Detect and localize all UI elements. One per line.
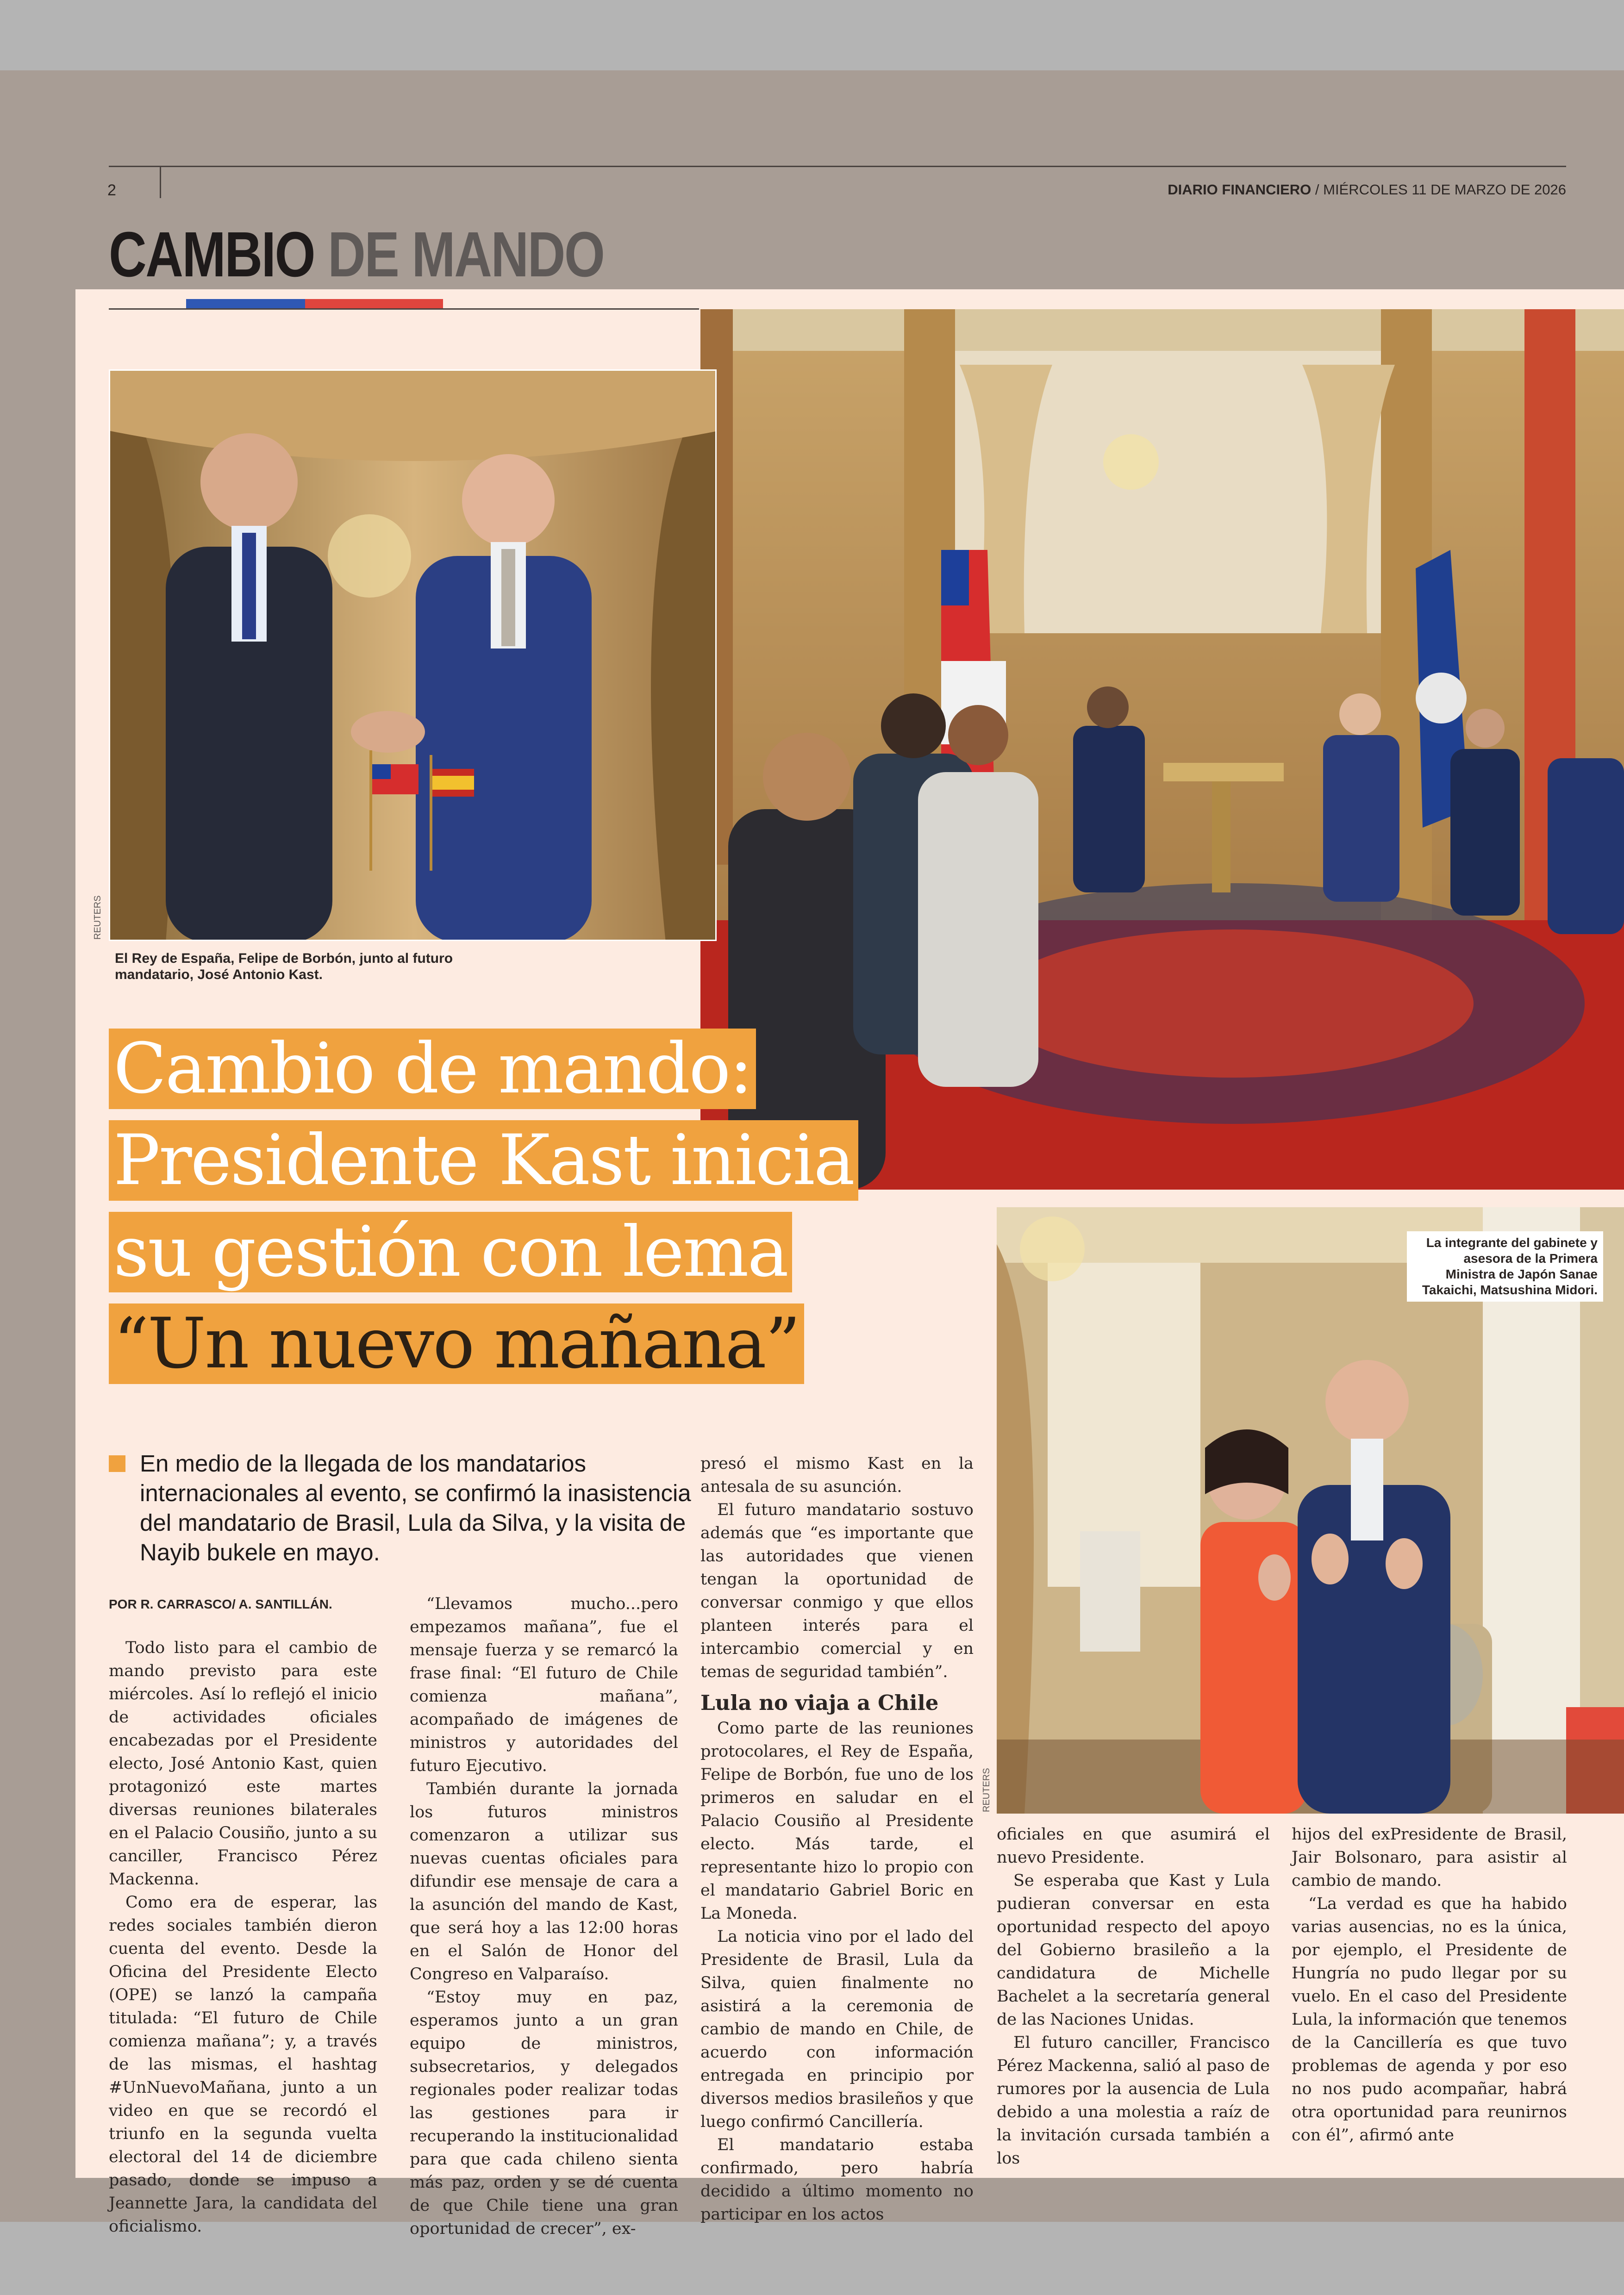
photo3-caption: La integrante del gabinete y asesora de la Primera Ministra de Japón Sanae Takaichi, Matsushina Midori. <box>1407 1231 1603 1302</box>
byline: POR R. CARRASCO/ A. SANTILLÁN. <box>109 1597 332 1611</box>
section-word-1: CAMBIO <box>109 219 315 290</box>
section-rule <box>109 308 699 310</box>
article-column-3 <box>700 1452 974 2226</box>
headline-line-4: “Un nuevo mañana” <box>109 1303 804 1384</box>
lede-bullet-square <box>109 1455 125 1472</box>
section-flag-blue <box>186 299 305 308</box>
page-number: 2 <box>107 181 116 199</box>
headline <box>109 1023 988 1390</box>
paragraph: “Estoy muy en paz, esperamos junto a un gran equipo de ministros, subsecretarios, y delegados regionales poder realizar todas las gestiones para ir recuperando la institucionalidad para que cada chileno sienta más paz, orden y se dé cuenta de que Chile tiene una gran oportunidad de crecer”, ex- <box>410 1988 678 2238</box>
article-column-4 <box>997 1823 1270 2170</box>
paragraph: También durante la jornada los futuros ministros comenzaron a utilizar sus nuevas cuentas oficiales para difundir ese mensaje de cara a la asunción del mando de Kast, que será hoy a las 12:00 horas en el Salón de Honor del Congreso en Valparaíso. <box>410 1780 678 1983</box>
paragraph: La noticia vino por el lado del Presidente de Brasil, Lula da Silva, quien finalmente no asistirá a la ceremonia de cambio de mando en Chile, de acuerdo con información entregada en principio por diversos medios brasileños y que luego confirmó Cancillería. <box>700 1927 974 2131</box>
article-column-1 <box>109 1636 377 2238</box>
header-rule <box>109 166 1566 167</box>
running-header <box>1168 181 1566 198</box>
paragraph: “Llevamos mucho...pero empezamos mañana”, fue el mensaje fuerza y se remarcó la frase final: “El futuro de Chile comienza mañana”, acompañado de imágenes de ministros y autoridades del futuro Ejecutivo. <box>410 1595 678 1775</box>
photo1-caption: El Rey de España, Felipe de Borbón, junto al futuro mandatario, José Antonio Kast. <box>115 951 453 982</box>
section-title <box>109 219 604 290</box>
paragraph: El mandatario estaba confirmado, pero habría decidido a último momento no participar en los actos <box>700 2136 974 2224</box>
section-word-2: DE MANDO <box>328 219 604 290</box>
publication-name: DIARIO FINANCIERO <box>1168 181 1312 198</box>
photo1-credit: REUTERS <box>93 895 103 940</box>
paragraph: Se esperaba que Kast y Lula pudieran conversar en esta oportunidad respecto del apoyo del Gobierno brasileño a la candidatura de Michelle Bachelet a la secretaría general de las Naciones Unidas. <box>997 1871 1270 2029</box>
article-column-2 <box>410 1592 678 2240</box>
photo3-credit: REUTERS <box>981 1768 992 1812</box>
headline-line-3: su gestión con lema <box>109 1212 792 1292</box>
paragraph: presó el mismo Kast en la antesala de su asunción. <box>700 1454 974 1496</box>
paragraph: El futuro canciller, Francisco Pérez Mackenna, salió al paso de rumores por la ausencia de Lula debido a una molestia a raíz de la invitación cursada también a los <box>997 2033 1270 2168</box>
paragraph: hijos del exPresidente de Brasil, Jair Bolsonaro, para asistir al cambio de mando. <box>1292 1825 1567 1890</box>
paragraph: “La verdad es que ha habido varias ausencias, no es la única, por ejemplo, el Presidente de Hungría no pudo llegar por su vuelo. En el caso del Presidente Lula, la información que tenemos de la Cancillería es que tuvo problemas de agenda y por eso no nos pudo acompañar, habrá otra oportunidad para reunirnos con él”, afirmó ante <box>1292 1895 1567 2145</box>
top-margin <box>0 0 1624 70</box>
paragraph: Todo listo para el cambio de mando previsto para este miércoles. Así lo reflejó el inicio de actividades oficiales encabezadas por el Presidente electo, José Antonio Kast, quien protagonizó este martes diversas reuniones bilaterales en el Palacio Cousiño, junto a su canciller, Francisco Pérez Mackenna. <box>109 1639 377 1889</box>
photo-king-handshake <box>109 369 717 941</box>
headline-line-1: Cambio de mando: <box>109 1029 756 1109</box>
paragraph: oficiales en que asumirá el nuevo Presidente. <box>997 1825 1270 1867</box>
section-flag-red <box>305 299 443 308</box>
article-column-5 <box>1292 1823 1567 2147</box>
issue-date: / MIÉRCOLES 11 DE MARZO DE 2026 <box>1315 181 1566 198</box>
handshake-photo-illustration <box>110 371 717 941</box>
lede-text: En medio de la llegada de los mandatarios internacionales al evento, se confirmó la inasistencia del mandatario de Brasil, Lula da Silva, y la visita de Nayib bukele en mayo. <box>140 1450 691 1565</box>
paragraph: El futuro mandatario sostuvo además que “es importante que las autoridades que vienen tengan la oportunidad de conversar conmigo y que ellos planteen interés para el intercambio comercial y en temas de seguridad también”. <box>700 1501 974 1681</box>
subheading: Lula no viaja a Chile <box>700 1690 939 1715</box>
lede <box>109 1449 709 1567</box>
headline-line-2: Presidente Kast inicia <box>109 1120 858 1201</box>
header-divider-tick <box>160 166 161 198</box>
paragraph: Como era de esperar, las redes sociales también dieron cuenta del evento. Desde la Oficina del Presidente Electo (OPE) se lanzó la campaña titulada: “El futuro de Chile comienza mañana”; y, a través de las mismas, el hashtag #UnNuevoMañana, junto a un video en que se recordó el triunfo en la segunda vuelta electoral del 14 de diciembre pasado, donde se impuso a Jeannette Jara, la candidata del oficialismo. <box>109 1893 377 2236</box>
paragraph: Como parte de las reuniones protocolares, el Rey de España, Felipe de Borbón, fue uno de los primeros en saludar en el Palacio Cousiño al Presidente electo. Más tarde, el representante hizo lo propio con el mandatario Gabriel Boric en La Moneda. <box>700 1719 974 1923</box>
